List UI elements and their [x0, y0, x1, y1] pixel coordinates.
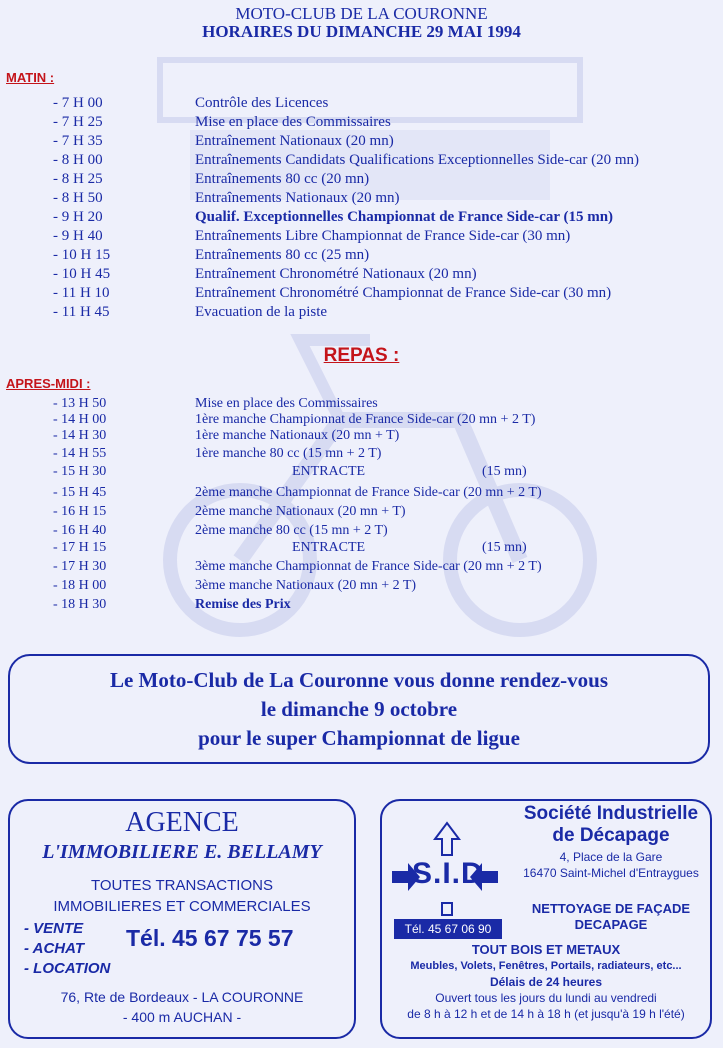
- row-time: - 7 H 00: [53, 95, 103, 111]
- schedule-row: [0, 227, 723, 247]
- schedule-title: HORAIRES DU DIMANCHE 29 MAI 1994: [202, 22, 521, 41]
- row-duration: (15 mn): [482, 464, 527, 479]
- row-time: - 15 H 30: [53, 464, 107, 479]
- service-item: - LOCATION: [24, 960, 111, 977]
- row-activity: Entraînements Libre Championnat de France Side-car (30 mn): [195, 228, 571, 244]
- row-activity: 1ère manche Championnat de France Side-car (20 mn + 2 T): [195, 412, 536, 427]
- sid-ad: [380, 799, 712, 1039]
- schedule-row: [0, 303, 723, 323]
- row-activity: Evacuation de la piste: [195, 304, 328, 320]
- service-item: - ACHAT: [24, 940, 84, 957]
- row-time: - 14 H 30: [53, 428, 107, 443]
- schedule-row: [0, 170, 723, 190]
- row-time: - 7 H 35: [53, 133, 103, 149]
- row-activity: 1ère manche 80 cc (15 mn + 2 T): [195, 446, 382, 461]
- schedule-row: [0, 597, 723, 617]
- agence-services: [24, 919, 110, 979]
- schedule-row: [0, 428, 723, 448]
- schedule-row: [0, 540, 723, 560]
- sid-hours-line-2: de 8 h à 12 h et de 14 h à 18 h (et jusqu'à 19 h l'été): [407, 1007, 685, 1021]
- service-item: - VENTE: [24, 920, 84, 937]
- repas-heading: REPAS :: [323, 345, 400, 366]
- agence-name: L'IMMOBILIERE E. BELLAMY: [42, 841, 322, 863]
- row-time: - 14 H 55: [53, 446, 107, 461]
- agence-address: [10, 987, 354, 1027]
- agence-sub-line-1: TOUTES TRANSACTIONS: [91, 877, 273, 894]
- sid-delay: Délais de 24 heures: [489, 975, 603, 989]
- schedule-row: [0, 208, 723, 228]
- row-time: - 17 H 30: [53, 559, 107, 574]
- schedule-row: [0, 265, 723, 285]
- schedule-row: [0, 504, 723, 524]
- sid-service-line-2: DECAPAGE: [574, 917, 648, 932]
- rendezvous-line-1: Le Moto-Club de La Couronne vous donne rendez-vous: [109, 668, 609, 692]
- agence-address-line-2: - 400 m AUCHAN -: [122, 1009, 242, 1025]
- row-activity: 1ère manche Nationaux (20 mn + T): [195, 428, 400, 443]
- schedule-row: [0, 485, 723, 505]
- schedule-row: [0, 446, 723, 466]
- row-activity: Entraînement Nationaux (20 mn): [195, 133, 394, 149]
- agence-subtitle: [10, 875, 354, 917]
- row-time: - 15 H 45: [53, 485, 107, 500]
- row-time: - 14 H 00: [53, 412, 107, 427]
- row-activity: Entraînements Candidats Qualifications Exceptionnelles Side-car (20 mn): [195, 152, 640, 168]
- row-activity: 3ème manche Championnat de France Side-car (20 mn + 2 T): [195, 559, 542, 574]
- row-time: - 18 H 00: [53, 578, 107, 593]
- row-activity: Qualif. Exceptionnelles Championnat de France Side-car (15 mn): [195, 209, 614, 225]
- row-activity: ENTRACTE: [292, 464, 366, 479]
- row-time: - 8 H 00: [53, 152, 103, 168]
- schedule-row: [0, 246, 723, 266]
- row-duration: (15 mn): [482, 540, 527, 555]
- schedule-row: [0, 559, 723, 579]
- agence-sub-line-2: IMMOBILIERES ET COMMERCIALES: [53, 898, 311, 915]
- agence-phone: Tél. 45 67 75 57: [126, 925, 294, 951]
- row-activity: Entraînement Chronométré Championnat de France Side-car (30 mn): [195, 285, 612, 301]
- schedule-row: [0, 94, 723, 114]
- row-time: - 8 H 50: [53, 190, 103, 206]
- sid-address-line-1: 4, Place de la Gare: [559, 850, 663, 864]
- row-activity: Entraînements Nationaux (20 mn): [195, 190, 400, 206]
- row-time: - 7 H 25: [53, 114, 103, 130]
- row-activity: Entraînement Chronométré Nationaux (20 mn): [195, 266, 477, 282]
- sid-services: [512, 901, 710, 933]
- row-activity: 2ème manche Championnat de France Side-car (20 mn + 2 T): [195, 485, 542, 500]
- apres-midi-heading: APRES-MIDI :: [6, 376, 91, 391]
- sid-address: [512, 849, 710, 881]
- row-time: - 10 H 45: [53, 266, 111, 282]
- sid-items: Meubles, Volets, Fenêtres, Portails, radiateurs, etc...: [410, 960, 682, 972]
- schedule-row: [0, 464, 723, 484]
- agence-address-line-1: 76, Rte de Bordeaux - LA COURONNE: [60, 989, 304, 1005]
- row-activity: Mise en place des Commissaires: [195, 396, 378, 411]
- row-time: - 16 H 40: [53, 523, 107, 538]
- row-activity: Contrôle des Licences: [195, 95, 329, 111]
- row-activity: 2ème manche 80 cc (15 mn + 2 T): [195, 523, 388, 538]
- schedule-row: [0, 151, 723, 171]
- row-time: - 10 H 15: [53, 247, 111, 263]
- row-time: - 11 H 45: [53, 304, 110, 320]
- row-activity: Entraînements 80 cc (25 mn): [195, 247, 370, 263]
- rendezvous-banner: [8, 654, 710, 764]
- schedule-row: [0, 284, 723, 304]
- sid-hours-line-1: Ouvert tous les jours du lundi au vendredi: [435, 991, 657, 1005]
- row-time: - 13 H 50: [53, 396, 107, 411]
- matin-heading: MATIN :: [6, 70, 55, 85]
- schedule-row: [0, 113, 723, 133]
- sid-materials: TOUT BOIS ET METAUX: [471, 942, 621, 957]
- sid-details: [382, 941, 710, 1022]
- row-time: - 9 H 40: [53, 228, 103, 244]
- row-activity: Remise des Prix: [195, 597, 291, 612]
- rendezvous-line-2: le dimanche 9 octobre: [260, 697, 458, 721]
- row-time: - 16 H 15: [53, 504, 107, 519]
- row-time: - 18 H 30: [53, 597, 107, 612]
- row-time: - 8 H 25: [53, 171, 103, 187]
- rendezvous-line-3: pour le super Championnat de ligue: [198, 726, 520, 750]
- sid-logo: S.I.D: [412, 857, 484, 890]
- sid-title-line-1: Société Industrielle: [523, 803, 699, 824]
- row-time: - 17 H 15: [53, 540, 107, 555]
- row-activity: 2ème manche Nationaux (20 mn + T): [195, 504, 406, 519]
- sid-company: [512, 803, 710, 881]
- row-activity: 3ème manche Nationaux (20 mn + 2 T): [195, 578, 417, 593]
- sid-address-line-2: 16470 Saint-Michel d'Entraygues: [523, 866, 699, 880]
- schedule-row: [0, 132, 723, 152]
- row-time: - 9 H 20: [53, 209, 103, 225]
- schedule-row: [0, 189, 723, 209]
- agence-ad: [8, 799, 356, 1039]
- sid-title-line-2: de Décapage: [552, 825, 670, 846]
- club-name-header: MOTO-CLUB DE LA COURONNE: [235, 4, 488, 23]
- row-activity: Mise en place des Commissaires: [195, 114, 391, 130]
- agence-title: AGENCE: [125, 807, 239, 838]
- sid-phone: Tél. 45 67 06 90: [394, 919, 502, 939]
- row-activity: ENTRACTE: [292, 540, 366, 555]
- row-activity: Entraînements 80 cc (20 mn): [195, 171, 370, 187]
- schedule-row: [0, 578, 723, 598]
- sid-service-line-1: NETTOYAGE DE FAÇADE: [531, 901, 691, 916]
- row-time: - 11 H 10: [53, 285, 110, 301]
